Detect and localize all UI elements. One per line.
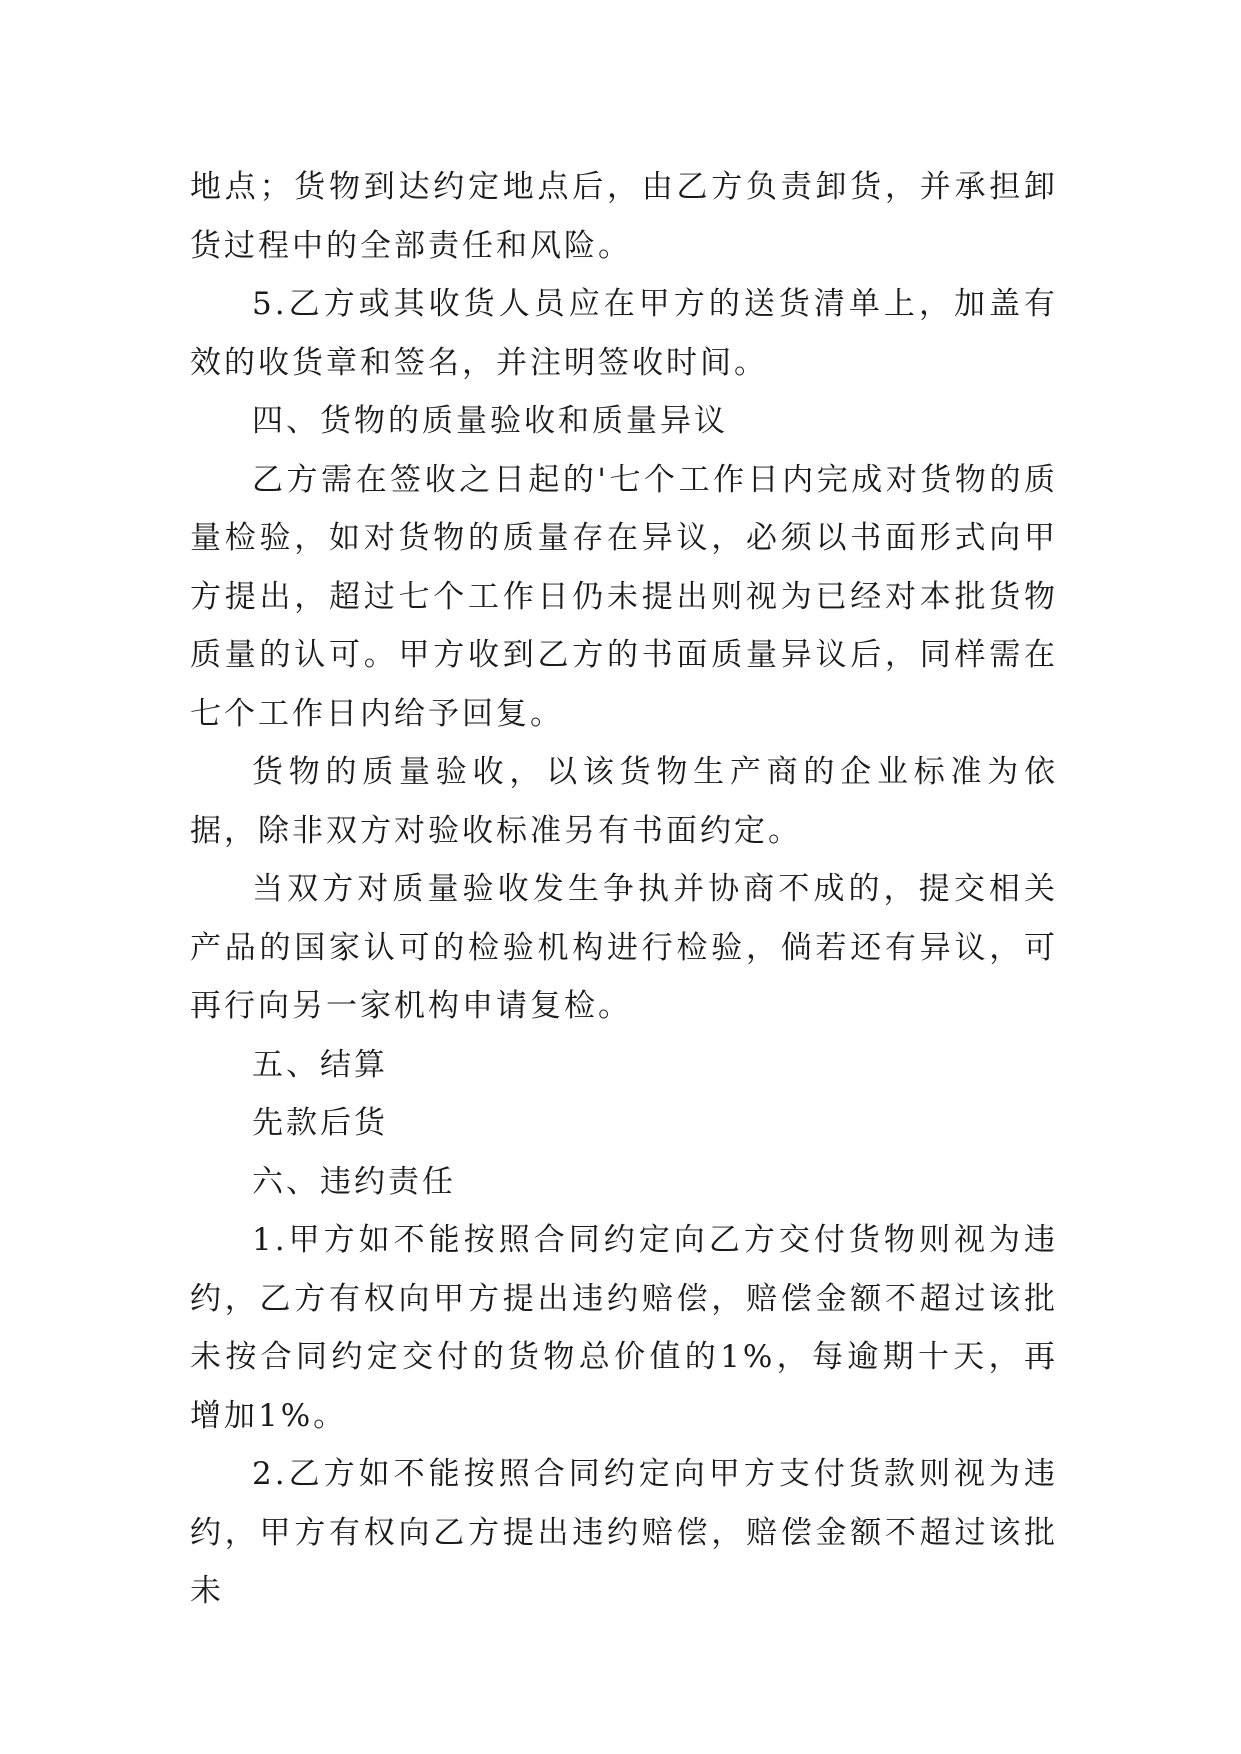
- paragraph-delivery-unloading: 地点；货物到达约定地点后，由乙方负责卸货，并承担卸货过程中的全部责任和风险。: [190, 169, 1058, 264]
- section-heading-settlement: 五、结算: [252, 1046, 388, 1083]
- section-heading-quality-inspection: 四、货物的质量验收和质量异议: [252, 403, 728, 439]
- paragraph-quality-standard: 货物的质量验收，以该货物生产商的企业标准为依据，除非双方对验收标准另有书面约定。: [190, 754, 1058, 849]
- paragraph-clause-2-buyer-breach: 2.乙方如不能按照合同约定向甲方支付货款则视为违约，甲方有权向乙方提出违约赔偿，赔偿金额不超过该批未: [190, 1456, 1058, 1609]
- paragraph-dispute-reinspection: 当双方对质量验收发生争执并协商不成的，提交相关产品的国家认可的检验机构进行检验，倘若还有异议，可再行向另一家机构申请复检。: [190, 871, 1058, 1024]
- paragraph-payment-before-delivery: 先款后货: [252, 1105, 388, 1141]
- section-heading-liability: 六、违约责任: [252, 1163, 456, 1200]
- paragraph-clause-1-seller-breach: 1.甲方如不能按照合同约定向乙方交付货物则视为违约，乙方有权向甲方提出违约赔偿，赔偿金额不超过该批未按合同约定交付的货物总价值的1%，每逾期十天，再增加1%。: [190, 1222, 1058, 1434]
- document-body: [190, 158, 1058, 1621]
- paragraph-quality-inspection-period: 乙方需在签收之日起的'七个工作日内完成对货物的质量检验，如对货物的质量存在异议，必须以书面形式向甲方提出，超过七个工作日仍未提出则视为已经对本批货物质量的认可。甲方收到乙方的书面质量异议后，同样需在七个工作日内给予回复。: [190, 461, 1058, 732]
- paragraph-clause-5-receipt: 5.乙方或其收货人员应在甲方的送货清单上，加盖有效的收货章和签名，并注明签收时间。: [190, 286, 1058, 381]
